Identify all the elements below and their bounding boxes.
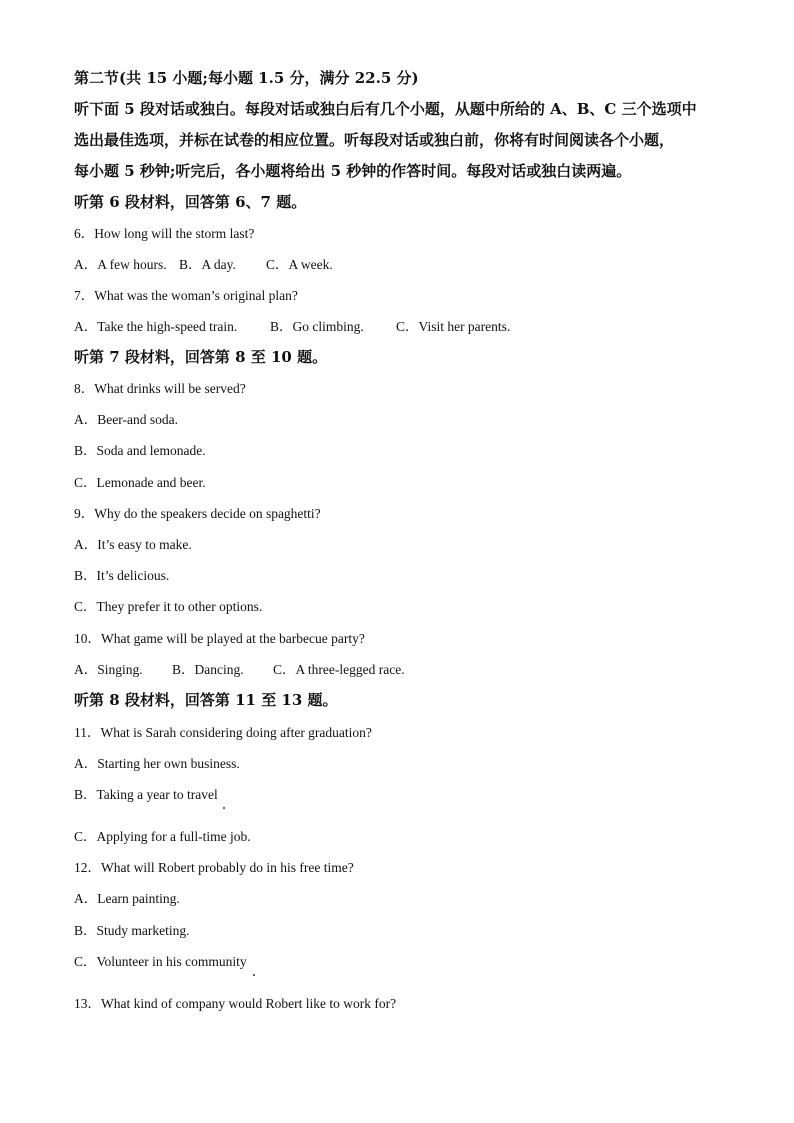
group-header-passage-7: 听第 7 段材料，回答第 8 至 10 题。 — [74, 348, 328, 366]
section-heading: 第二节(共 15 小题;每小题 1.5 分，满分 22.5 分) — [74, 69, 419, 87]
group-header-passage-6: 听第 6 段材料，回答第 6、7 题。 — [74, 193, 307, 211]
question-6-option-a: A．A few hours. — [74, 257, 167, 272]
question-11-stem: 11．What is Sarah considering doing after graduation? — [74, 725, 372, 740]
instructions-line-3: 每小题 5 秒钟;听完后，各小题将给出 5 秒钟的作答时间。每段对话或独白读两遍。 — [74, 162, 632, 180]
question-6-option-b: B．A day. — [179, 257, 236, 272]
question-10-option-c: C．A three-legged race. — [273, 662, 405, 677]
question-10-option-a: A．Singing. — [74, 662, 143, 677]
question-13-stem: 13．What kind of company would Robert like to work for? — [74, 996, 397, 1011]
question-12-option-a: A．Learn painting. — [74, 891, 180, 906]
question-6-options — [74, 256, 333, 274]
stray-dot-mark — [253, 974, 255, 976]
question-6-option-c: C．A week. — [266, 257, 333, 272]
question-12-option-b: B．Study marketing. — [74, 923, 190, 938]
question-11-option-b: B．Taking a year to travel — [74, 787, 218, 802]
question-10-option-b: B．Dancing. — [172, 662, 244, 677]
question-10-stem: 10．What game will be played at the barbecue party? — [74, 631, 365, 646]
question-11-option-a: A．Starting her own business. — [74, 756, 240, 771]
question-6-stem: 6．How long will the storm last? — [74, 226, 255, 241]
stray-dot-mark — [223, 807, 225, 809]
question-7-option-c: C．Visit her parents. — [396, 319, 511, 334]
instructions-line-2: 选出最佳选项，并标在试卷的相应位置。听每段对话或独白前，你将有时间阅读各个小题， — [74, 131, 675, 149]
question-8-stem: 8．What drinks will be served? — [74, 381, 246, 396]
question-7-options — [74, 318, 510, 336]
question-9-option-a: A．It’s easy to make. — [74, 537, 192, 552]
question-7-option-b: B．Go climbing. — [270, 319, 364, 334]
question-9-stem: 9．Why do the speakers decide on spaghetti? — [74, 506, 321, 521]
question-8-option-b: B．Soda and lemonade. — [74, 443, 206, 458]
question-9-option-b: B．It’s delicious. — [74, 568, 170, 583]
instructions-line-1: 听下面 5 段对话或独白。每段对话或独白后有几个小题，从题中所给的 A、B、C 三个选项中 — [74, 100, 697, 118]
question-12-stem: 12．What will Robert probably do in his free time? — [74, 860, 354, 875]
question-11-option-c: C．Applying for a full-time job. — [74, 829, 251, 844]
question-10-options — [74, 661, 405, 679]
question-8-option-a: A．Beer-and soda. — [74, 412, 178, 427]
group-header-passage-8: 听第 8 段材料，回答第 11 至 13 题。 — [74, 691, 338, 709]
question-8-option-c: C．Lemonade and beer. — [74, 475, 206, 490]
question-7-option-a: A．Take the high-speed train. — [74, 319, 238, 334]
question-9-option-c: C．They prefer it to other options. — [74, 599, 263, 614]
question-7-stem: 7．What was the woman’s original plan? — [74, 288, 298, 303]
question-12-option-c: C．Volunteer in his community — [74, 954, 247, 969]
